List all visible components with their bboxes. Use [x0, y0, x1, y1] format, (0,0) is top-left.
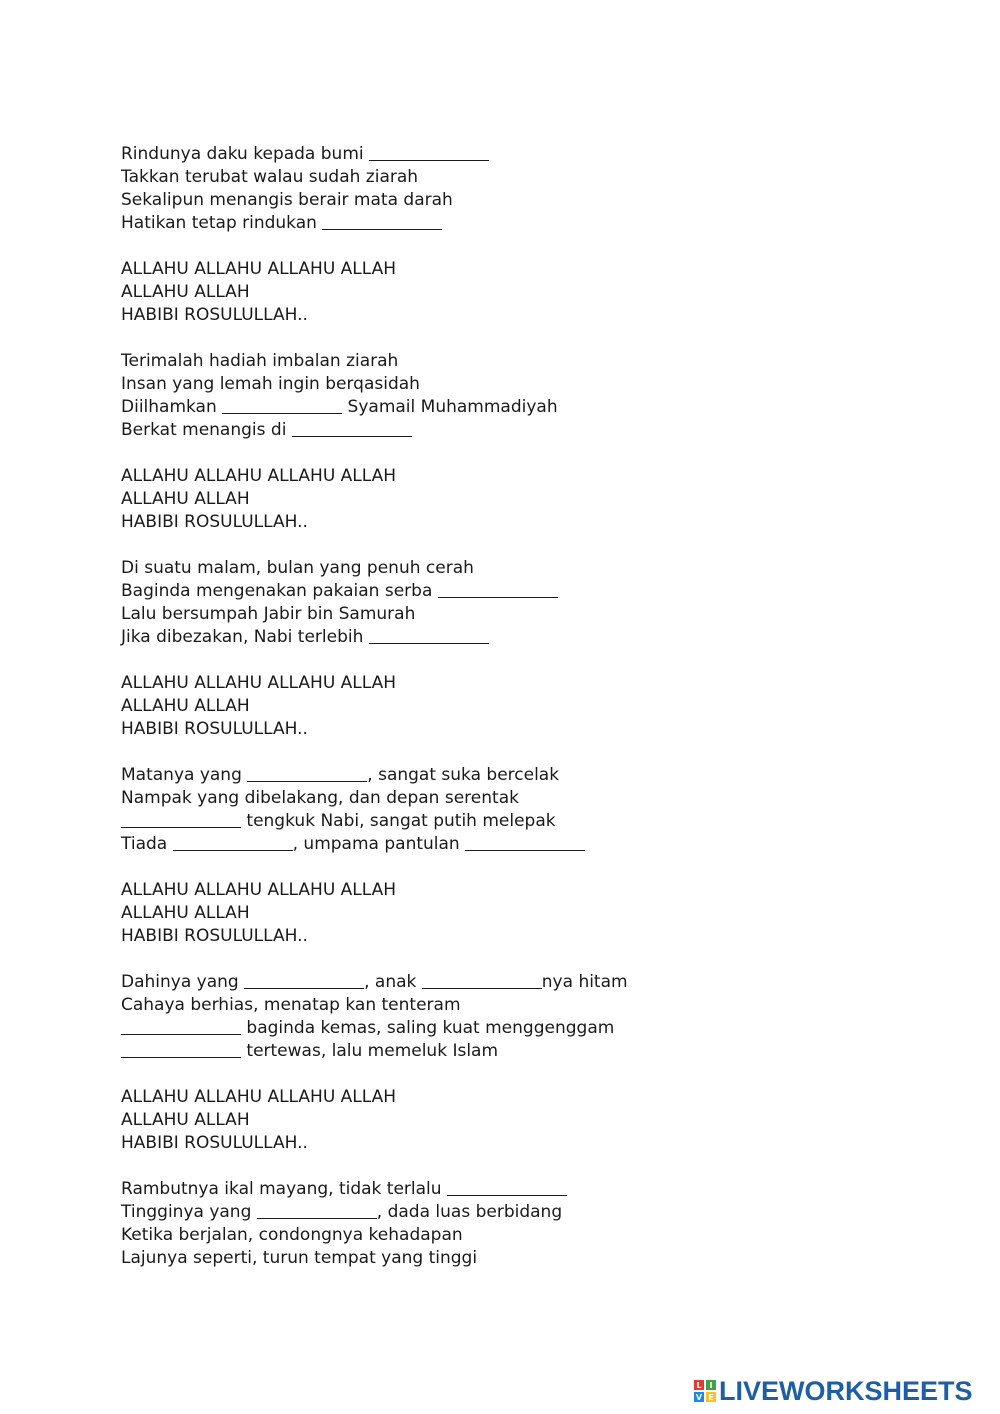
lyric-line — [121, 1201, 761, 1224]
lyric-text: Tiada — [121, 834, 173, 854]
lyric-text: HABIBI ROSULULLAH.. — [121, 926, 308, 946]
lyric-text: Matanya yang — [121, 765, 248, 785]
lyric-line — [121, 212, 761, 235]
lyric-line — [121, 488, 761, 511]
worksheet-lyrics — [121, 143, 761, 1293]
lyric-text: Dahinya yang — [121, 972, 245, 992]
lyric-line — [121, 396, 761, 419]
stanza — [121, 258, 761, 327]
lyric-line — [121, 603, 761, 626]
stanza — [121, 1086, 761, 1155]
lyric-line — [121, 1247, 761, 1270]
lyric-text: , sangat suka bercelak — [367, 765, 560, 785]
stanza — [121, 1178, 761, 1270]
lyric-text: ALLAHU ALLAHU ALLAHU ALLAH — [121, 259, 397, 279]
lyric-line — [121, 304, 761, 327]
lyric-line — [121, 672, 761, 695]
answer-blank[interactable] — [369, 143, 489, 161]
lyric-text: ALLAHU ALLAHU ALLAHU ALLAH — [121, 673, 397, 693]
lyric-text: Rindunya daku kepada bumi — [121, 144, 370, 164]
lyric-text: tengkuk Nabi, sangat putih melepak — [241, 811, 556, 831]
lyric-text: ALLAHU ALLAHU ALLAHU ALLAH — [121, 880, 397, 900]
lyric-line — [121, 1040, 761, 1063]
lyric-line — [121, 810, 761, 833]
lyric-text: Rambutnya ikal mayang, tidak terlalu — [121, 1179, 447, 1199]
lyric-text: HABIBI ROSULULLAH.. — [121, 512, 308, 532]
lyric-line — [121, 695, 761, 718]
lyric-line — [121, 833, 761, 856]
lyric-line — [121, 1178, 761, 1201]
lyric-text: Cahaya berhias, menatap kan tenteram — [121, 995, 461, 1015]
answer-blank[interactable] — [422, 971, 542, 989]
lyric-text: nya hitam — [541, 972, 628, 992]
lyric-text: Baginda mengenakan pakaian serba — [121, 581, 438, 601]
lyric-line — [121, 994, 761, 1017]
answer-blank[interactable] — [465, 833, 585, 851]
stanza — [121, 672, 761, 741]
lyric-text: Lalu bersumpah Jabir bin Samurah — [121, 604, 416, 624]
lyric-line — [121, 350, 761, 373]
lyric-text: Takkan terubat walau sudah ziarah — [121, 167, 419, 187]
stanza — [121, 557, 761, 649]
lyric-line — [121, 166, 761, 189]
answer-blank[interactable] — [292, 419, 412, 437]
lyric-text: Diilhamkan — [121, 397, 223, 417]
lyric-text: Lajunya seperti, turun tempat yang tinggi — [121, 1248, 478, 1268]
lyric-line — [121, 281, 761, 304]
answer-blank[interactable] — [222, 396, 342, 414]
lyric-text: ALLAHU ALLAHU ALLAHU ALLAH — [121, 466, 397, 486]
lyric-line — [121, 787, 761, 810]
answer-blank[interactable] — [369, 626, 489, 644]
liveworksheets-logo — [694, 1374, 994, 1408]
answer-blank[interactable] — [447, 1178, 567, 1196]
lyric-text: tertewas, lalu memeluk Islam — [241, 1041, 499, 1061]
lyric-text: Jika dibezakan, Nabi terlebih — [121, 627, 369, 647]
lyric-line — [121, 1224, 761, 1247]
logo-tile: E — [706, 1392, 716, 1402]
lyric-text: ALLAHU ALLAH — [121, 282, 250, 302]
lyric-text: , dada luas berbidang — [376, 1202, 563, 1222]
lyric-line — [121, 718, 761, 741]
stanza — [121, 465, 761, 534]
lyric-text: Ketika berjalan, condongnya kehadapan — [121, 1225, 463, 1245]
stanza — [121, 879, 761, 948]
lyric-text: HABIBI ROSULULLAH.. — [121, 305, 308, 325]
lyric-text: , umpama pantulan — [292, 834, 466, 854]
logo-tile: I — [706, 1380, 716, 1390]
lyric-text: Di suatu malam, bulan yang penuh cerah — [121, 558, 474, 578]
lyric-line — [121, 626, 761, 649]
logo-mark-icon — [694, 1380, 716, 1402]
lyric-text: Tingginya yang — [121, 1202, 257, 1222]
answer-blank[interactable] — [257, 1201, 377, 1219]
logo-text: LIVEWORKSHEETS — [719, 1375, 973, 1406]
stanza — [121, 350, 761, 442]
answer-blank[interactable] — [121, 1017, 241, 1035]
lyric-text: ALLAHU ALLAH — [121, 903, 250, 923]
lyric-line — [121, 1109, 761, 1132]
lyric-text: ALLAHU ALLAHU ALLAHU ALLAH — [121, 1087, 397, 1107]
lyric-line — [121, 580, 761, 603]
lyric-text: ALLAHU ALLAH — [121, 489, 250, 509]
stanza — [121, 764, 761, 856]
lyric-text: Hatikan tetap rindukan — [121, 213, 323, 233]
lyric-line — [121, 1132, 761, 1155]
lyric-line — [121, 764, 761, 787]
answer-blank[interactable] — [121, 1040, 241, 1058]
lyric-text: HABIBI ROSULULLAH.. — [121, 719, 308, 739]
stanza — [121, 971, 761, 1063]
answer-blank[interactable] — [247, 764, 367, 782]
lyric-text: Terimalah hadiah imbalan ziarah — [121, 351, 399, 371]
lyric-line — [121, 971, 761, 994]
lyric-line — [121, 1086, 761, 1109]
lyric-text: ALLAHU ALLAH — [121, 1110, 250, 1130]
lyric-text: Sekalipun menangis berair mata darah — [121, 190, 453, 210]
answer-blank[interactable] — [244, 971, 364, 989]
lyric-text: Berkat menangis di — [121, 420, 292, 440]
lyric-line — [121, 1017, 761, 1040]
lyric-line — [121, 258, 761, 281]
lyric-line — [121, 419, 761, 442]
lyric-line — [121, 511, 761, 534]
lyric-line — [121, 373, 761, 396]
lyric-line — [121, 925, 761, 948]
answer-blank[interactable] — [121, 810, 241, 828]
lyric-text: Nampak yang dibelakang, dan depan serentak — [121, 788, 519, 808]
answer-blank[interactable] — [173, 833, 293, 851]
lyric-text: Insan yang lemah ingin berqasidah — [121, 374, 420, 394]
logo-tile: V — [695, 1392, 703, 1402]
logo-tile: L — [694, 1380, 704, 1390]
lyric-line — [121, 189, 761, 212]
stanza — [121, 143, 761, 235]
answer-blank[interactable] — [322, 212, 442, 230]
lyric-line — [121, 143, 761, 166]
lyric-text: ALLAHU ALLAH — [121, 696, 250, 716]
lyric-text: HABIBI ROSULULLAH.. — [121, 1133, 308, 1153]
lyric-text: , anak — [364, 972, 422, 992]
lyric-text: Syamail Muhammadiyah — [342, 397, 558, 417]
lyric-text: baginda kemas, saling kuat menggenggam — [241, 1018, 615, 1038]
lyric-line — [121, 902, 761, 925]
lyric-line — [121, 879, 761, 902]
answer-blank[interactable] — [438, 580, 558, 598]
lyric-line — [121, 465, 761, 488]
lyric-line — [121, 557, 761, 580]
